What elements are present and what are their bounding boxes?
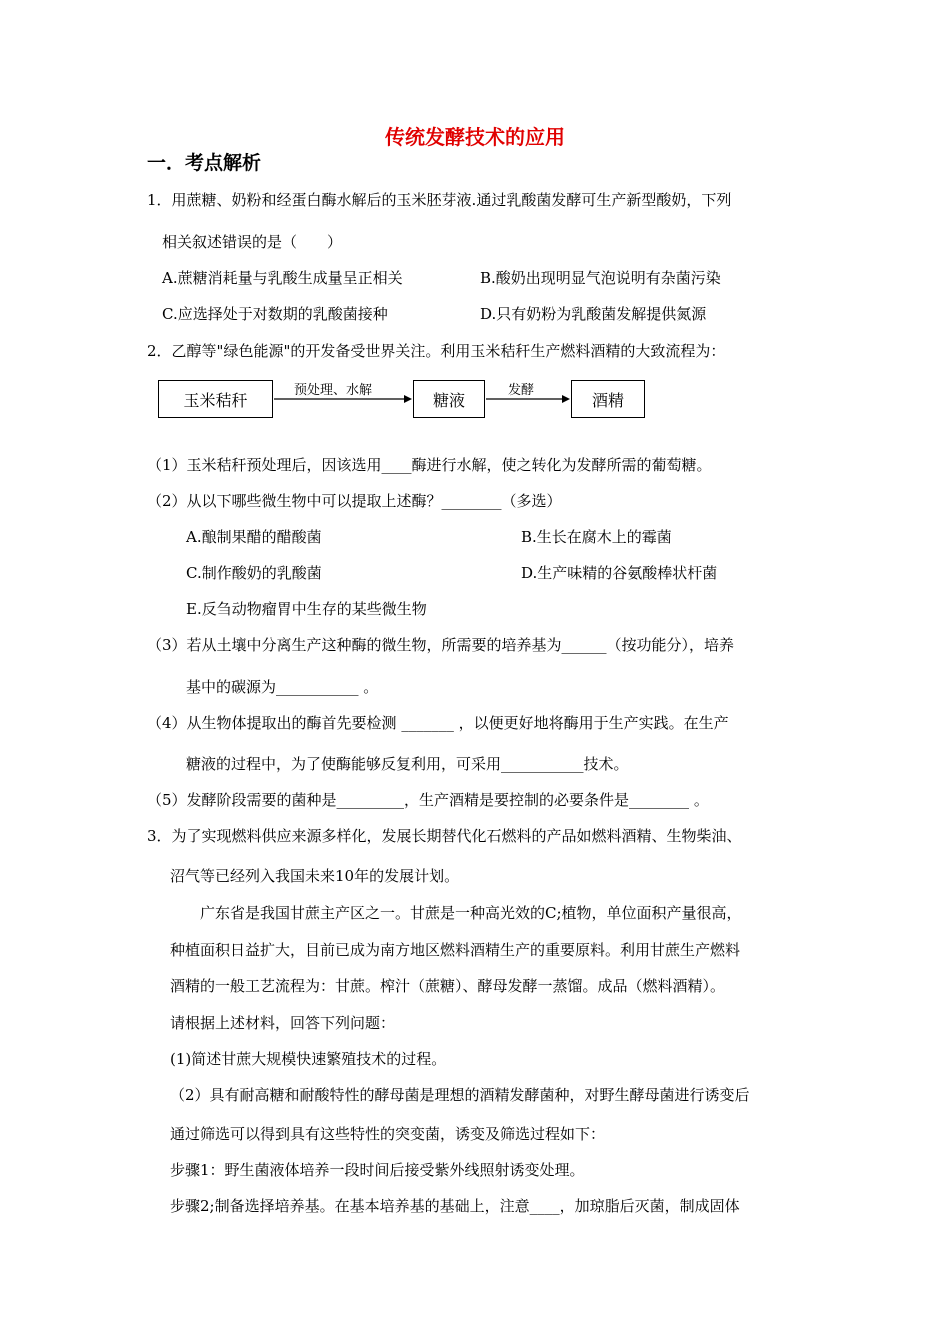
q3-material-line3: 酒精的一般工艺流程为：甘蔗。榨汁（蔗糖）、酵母发酵一蒸馏。成品（燃料酒精）。 bbox=[170, 977, 726, 995]
flow-arrow1-icon bbox=[274, 392, 414, 406]
flow-arrow2-icon bbox=[486, 392, 572, 406]
q3-material-line4: 请根据上述材料，回答下列问题： bbox=[170, 1014, 396, 1032]
q2-stem: 2．乙醇等"绿色能源"的开发备受世界关注。利用玉米秸秆生产燃料酒精的大致流程为： bbox=[147, 342, 726, 360]
q2-part3-line2: 基中的碳源为___________ 。 bbox=[186, 678, 379, 696]
q3-stem-line2: 沼气等已经列入我国未来10年的发展计划。 bbox=[170, 867, 460, 885]
flow-arrow1-label: 预处理、水解 bbox=[294, 383, 373, 398]
q1-option-d: D.只有奶粉为乳酸菌发解提供氮源 bbox=[480, 305, 707, 323]
q2-option-e: E.反刍动物瘤胃中生存的某些微生物 bbox=[186, 600, 427, 618]
q2-option-b: B.生长在腐木上的霉菌 bbox=[521, 528, 672, 546]
q3-part1: (1)简述甘蔗大规模快速繁殖技术的过程。 bbox=[170, 1050, 447, 1068]
section-heading: 一．考点解析 bbox=[147, 152, 262, 174]
q1-option-b: B.酸奶出现明显气泡说明有杂菌污染 bbox=[480, 269, 721, 287]
q3-step1: 步骤1：野生菌液体培养一段时间后接受紫外线照射诱变处理。 bbox=[170, 1161, 585, 1179]
q2-option-c: C.制作酸奶的乳酸菌 bbox=[186, 564, 322, 582]
q3-part2-line2: 通过筛选可以得到具有这些特性的突变菌，诱变及筛选过程如下： bbox=[170, 1125, 606, 1143]
q2-part4-line1: （4）从生物体提取出的酶首先要检测 _______ ，以便更好地将酶用于生产实践。在生产 bbox=[147, 714, 729, 732]
q3-material-line2: 种植面积日益扩大，目前已成为南方地区燃料酒精生产的重要原料。利用甘蔗生产燃料 bbox=[170, 941, 741, 959]
q3-part2-line1: （2）具有耐高糖和耐酸特性的酵母菌是理想的酒精发酵菌种，对野生酵母菌进行诱变后 bbox=[170, 1086, 750, 1104]
q2-part4-line2: 糖液的过程中，为了使酶能够反复利用，可采用___________技术。 bbox=[186, 755, 629, 773]
q2-part1: （1）玉米秸秆预处理后，因该选用____酶进行水解，使之转化为发酵所需的葡萄糖。 bbox=[147, 456, 712, 474]
q3-step2: 步骤2;制备选择培养基。在基本培养基的基础上，注意____，加琼脂后灭菌，制成固体 bbox=[170, 1197, 740, 1215]
q1-option-a: A.蔗糖消耗量与乳酸生成量呈正相关 bbox=[162, 269, 403, 287]
page-title: 传统发酵技术的应用 bbox=[385, 125, 565, 149]
flow-arrow2-label: 发酵 bbox=[508, 383, 535, 398]
q3-material-line1: 广东省是我国甘蔗主产区之一。甘蔗是一种高光效的C;植物，单位面积产量很高， bbox=[200, 904, 742, 922]
q2-option-d: D.生产味精的谷氨酸棒状杆菌 bbox=[521, 564, 718, 582]
q2-part3-line1: （3）若从土壤中分离生产这种酶的微生物，所需要的培养基为______（按功能分），培养 bbox=[147, 636, 735, 654]
q3-stem-line1: 3．为了实现燃料供应来源多样化，发展长期替代化石燃料的产品如燃料酒精、生物柴油、 bbox=[147, 827, 742, 845]
flow-box-corn-stalk: 玉米秸秆 bbox=[158, 380, 273, 418]
q1-stem-line2: 相关叙述错误的是（ ） bbox=[162, 233, 343, 251]
q1-option-c: C.应选择处于对数期的乳酸菌接种 bbox=[162, 305, 388, 323]
q2-part2: （2）从以下哪些微生物中可以提取上述酶？________（多选） bbox=[147, 492, 562, 510]
q1-stem-line1: 1．用蔗糖、奶粉和经蛋白酶水解后的玉米胚芽液.通过乳酸菌发酵可生产新型酸奶，下列 bbox=[147, 191, 732, 209]
flow-box-alcohol: 酒精 bbox=[571, 380, 645, 418]
flow-box-sugar-liquid: 糖液 bbox=[413, 380, 485, 418]
q2-part5: （5）发酵阶段需要的菌种是_________，生产酒精是要控制的必要条件是________ 。 bbox=[147, 791, 709, 809]
q2-option-a: A.酿制果醋的醋酸菌 bbox=[186, 528, 322, 546]
